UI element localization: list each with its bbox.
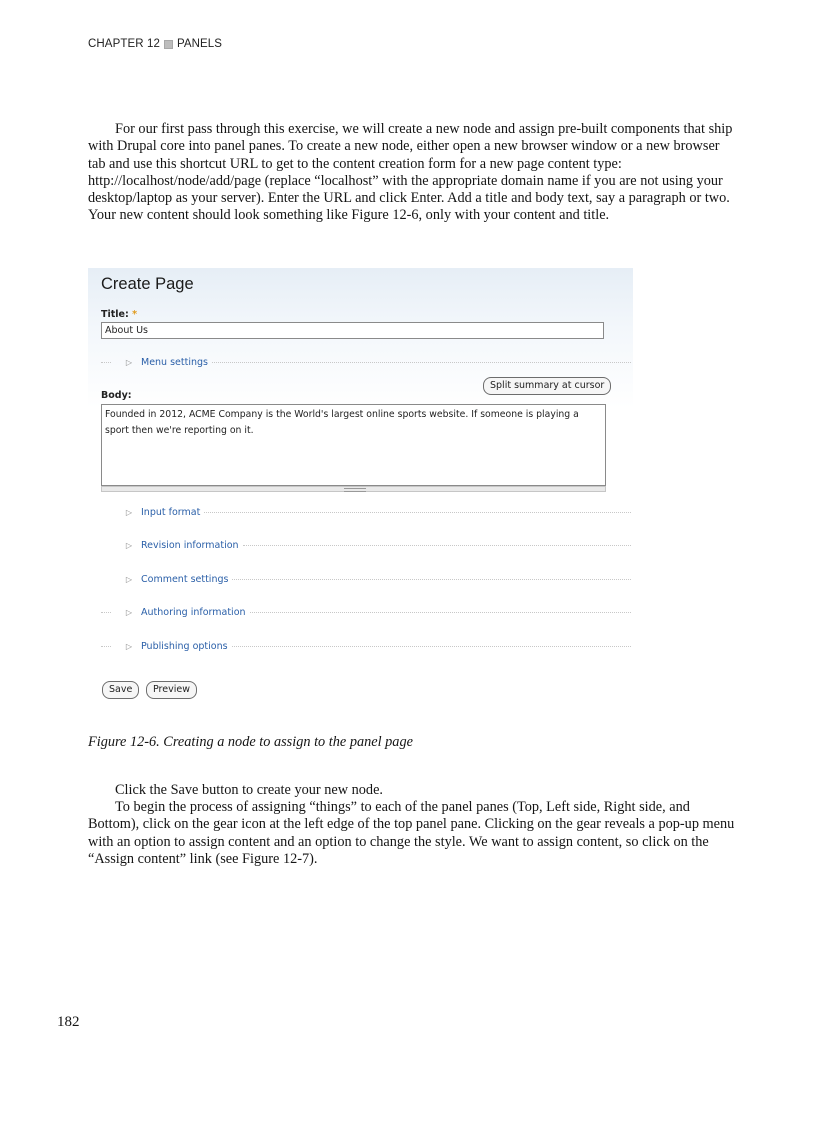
fieldset-publishing-options[interactable] — [101, 639, 631, 653]
fieldset-comment-settings[interactable] — [101, 572, 631, 586]
fieldset-revision-information[interactable] — [101, 538, 631, 552]
expand-triangle-icon: ▷ — [125, 641, 133, 651]
save-button[interactable]: Save — [102, 681, 139, 699]
expand-triangle-icon: ▷ — [125, 607, 133, 617]
fieldset-menu-settings[interactable] — [101, 355, 631, 369]
body-paragraph-assign: To begin the process of assigning “things” to each of the panel panes (Top, Left side, Right side, and Bottom), click on the gear icon at the left edge of the top panel pane. Clicking on the gear reveals a pop-up menu with an option to assign content and an option to change the style. We want to assign content, so click on the “Assign content” link (see Figure 12-7). — [88, 799, 735, 867]
expand-triangle-icon: ▷ — [125, 540, 133, 550]
header-separator-square-icon — [164, 40, 173, 49]
required-marker: * — [132, 309, 138, 320]
expand-triangle-icon: ▷ — [125, 507, 133, 517]
textarea-resize-grip[interactable] — [101, 486, 606, 492]
section-label: PANELS — [176, 38, 223, 50]
fieldset-label[interactable]: Publishing options — [141, 640, 228, 652]
form-heading: Create Page — [101, 275, 194, 293]
title-field-label — [101, 309, 137, 320]
figure-caption: Figure 12-6. Creating a node to assign to the panel page — [88, 734, 413, 750]
figure-create-page-screenshot — [88, 268, 633, 708]
fieldset-label[interactable]: Comment settings — [141, 573, 229, 585]
fieldset-label[interactable]: Menu settings — [141, 356, 208, 368]
fieldset-input-format[interactable] — [101, 505, 631, 519]
title-label-text: Title: — [101, 309, 129, 320]
body-paragraph-intro: For our first pass through this exercise, we will create a new node and assign pre-built components that ship with Drupal core into panel panes. To create a new node, either open a new browser window or a new browser tab and use this shortcut URL to get to the content creation form for a new page content type: http://localhost/node/add/page (replace “localhost” with the appropriate domain name if you are not using your desktop/laptop as your server). Enter the URL and click Enter. Add a title and body text, say a paragraph or two. Your new content should look something like Figure 12-6, only with your content and title. — [88, 121, 733, 224]
fieldset-label[interactable]: Input format — [141, 506, 201, 518]
body-field-label: Body: — [101, 390, 132, 401]
preview-button[interactable]: Preview — [146, 681, 197, 699]
body-textarea[interactable]: Founded in 2012, ACME Company is the World's largest online sports website. If someone is playing a sport then we're reporting on it. — [101, 404, 606, 486]
fieldset-authoring-information[interactable] — [101, 605, 631, 619]
split-summary-button[interactable]: Split summary at cursor — [483, 377, 611, 395]
fieldset-label[interactable]: Revision information — [141, 539, 239, 551]
page-number: 182 — [57, 1014, 80, 1030]
expand-triangle-icon: ▷ — [125, 357, 133, 367]
title-input[interactable]: About Us — [101, 322, 604, 339]
chapter-label: CHAPTER 12 — [88, 38, 160, 50]
running-header — [88, 38, 222, 50]
expand-triangle-icon: ▷ — [125, 574, 133, 584]
fieldset-label[interactable]: Authoring information — [141, 606, 246, 618]
body-paragraph-save: Click the Save button to create your new node. — [115, 782, 383, 798]
